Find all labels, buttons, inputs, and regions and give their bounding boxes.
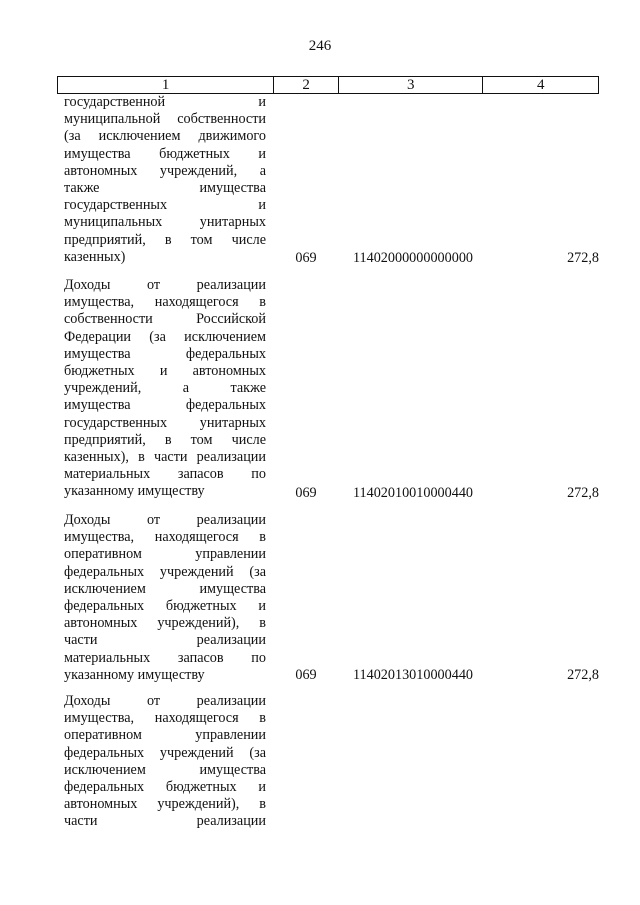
description-line: части реализации (64, 813, 266, 830)
page-number: 246 (308, 38, 332, 54)
description-line: Доходы от реализации (64, 512, 266, 528)
header-col-1: 1 (58, 77, 274, 93)
description-line: Доходы от реализации (64, 277, 266, 293)
description-line: федеральных учреждений (за (64, 563, 266, 580)
description-line: оперативном управлении (64, 546, 266, 563)
description-line: казенных) (64, 248, 126, 265)
header-col-2: 2 (274, 77, 339, 93)
description-line: собственности Российской (64, 311, 266, 328)
description-line: бюджетных и автономных (64, 363, 266, 380)
description-line: федеральных бюджетных и (64, 779, 266, 796)
description-line: имущества бюджетных и (64, 145, 266, 162)
row-code: 069 (295, 485, 317, 501)
row-amount: 272,8 (567, 485, 599, 501)
description-line: имущества, находящегося в (64, 529, 266, 546)
description-line: имущества федеральных (64, 397, 266, 414)
description-line: муниципальной собственности (64, 111, 266, 128)
description-line: автономных учреждений), в (64, 615, 266, 632)
description-line: автономных учреждений), в (64, 796, 266, 813)
description-line: федеральных бюджетных и (64, 598, 266, 615)
description-line: имущества федеральных (64, 345, 266, 362)
description-line: исключением имущества (64, 761, 266, 778)
table-header-row (57, 76, 599, 94)
description-line: (за исключением движимого (64, 128, 266, 145)
description-line: предприятий, в том числе (64, 231, 266, 248)
description-line: исключением имущества (64, 580, 266, 597)
description-line: имущества, находящегося в (64, 710, 266, 727)
header-col-4: 4 (536, 77, 545, 93)
description-line: материальных запасов по (64, 466, 266, 483)
row-kbk: 11402013010000440 (352, 667, 474, 683)
row-kbk: 11402010010000440 (352, 485, 474, 501)
description-line: части реализации (64, 632, 266, 649)
row-code: 069 (295, 667, 317, 683)
description-line: предприятий, в том числе (64, 431, 266, 448)
row-description (64, 277, 266, 501)
description-line: Доходы от реализации (64, 693, 266, 709)
description-line: государственных унитарных (64, 414, 266, 431)
description-line: государственных и (64, 197, 266, 214)
row-amount: 272,8 (567, 250, 599, 266)
description-line: учреждений, а также (64, 380, 266, 397)
row-description (64, 94, 266, 266)
row-code: 069 (295, 250, 317, 266)
description-line: также имущества (64, 180, 266, 197)
row-description (64, 693, 266, 831)
description-line: федеральных учреждений (за (64, 744, 266, 761)
description-line: государственной и (64, 94, 266, 110)
description-line: казенных), в части реализации (64, 449, 266, 466)
header-col-3: 3 (339, 77, 483, 93)
description-line: оперативном управлении (64, 727, 266, 744)
description-line: указанному имуществу (64, 666, 205, 683)
row-description (64, 512, 266, 684)
description-line: материальных запасов по (64, 649, 266, 666)
row-kbk: 11402000000000000 (352, 250, 474, 266)
description-line: автономных учреждений, а (64, 162, 266, 179)
description-line: Федерации (за исключением (64, 328, 266, 345)
description-line: имущества, находящегося в (64, 294, 266, 311)
description-line: указанному имуществу (64, 483, 205, 500)
description-line: муниципальных унитарных (64, 214, 266, 231)
row-amount: 272,8 (567, 667, 599, 683)
